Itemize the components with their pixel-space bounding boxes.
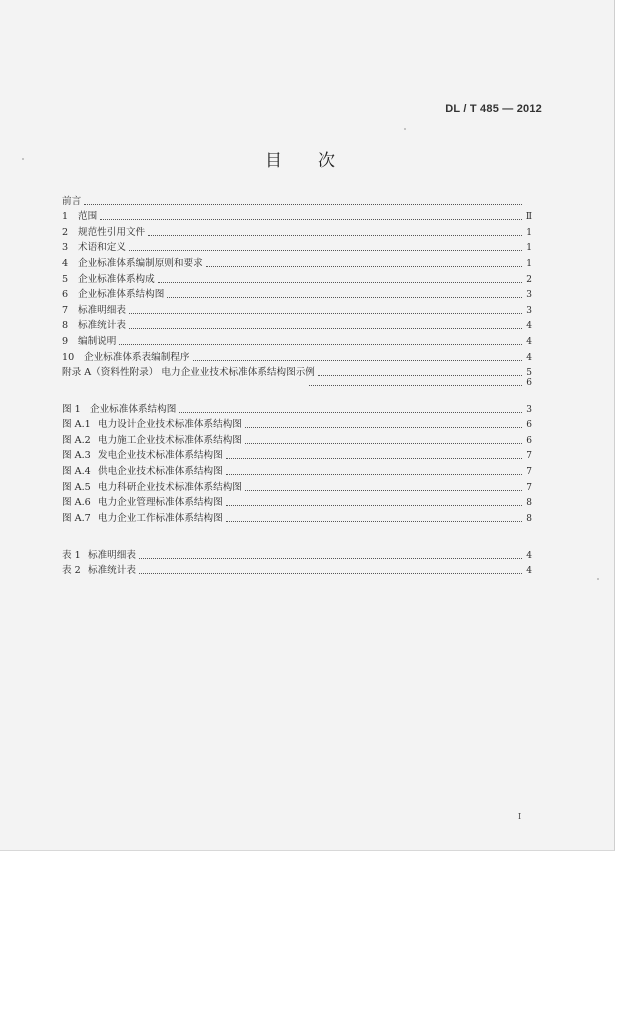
- toc-entry-number: 图 A.2: [62, 434, 91, 446]
- toc-figure-a6[interactable]: [62, 494, 532, 510]
- toc-tables-section: [62, 546, 532, 577]
- toc-page-number: 1: [526, 243, 532, 254]
- toc-entry-number: 7: [62, 304, 69, 316]
- toc-leader: [245, 442, 522, 444]
- toc-entry-number: 5: [62, 273, 69, 285]
- toc-page-number: 8: [526, 513, 532, 524]
- toc-entry-number: 2: [62, 226, 69, 238]
- toc-leader: [139, 572, 522, 574]
- toc-leader: [158, 281, 522, 283]
- toc-page-number: 1: [526, 227, 532, 238]
- toc-entry-number: 图 A.4: [62, 465, 91, 477]
- toc-page-number: 5: [526, 368, 532, 379]
- toc-entry-number: 图 A.7: [62, 512, 91, 524]
- toc-entry-label: 企业标准体系结构图: [78, 289, 165, 301]
- toc-entry-number: 附录 A: [62, 367, 92, 379]
- toc-entry-label: 电力企业管理标准体系结构图: [98, 497, 223, 509]
- toc-page-number: 4: [526, 352, 532, 363]
- toc-entry-label: 标准统计表: [78, 320, 126, 332]
- toc-entry-number: 4: [62, 257, 69, 269]
- toc-entry-label: 企业标准体系编制原则和要求: [78, 257, 203, 269]
- toc-entry-label: 术语和定义: [78, 242, 126, 254]
- toc-entry-label: 供电企业技术标准体系结构图: [98, 465, 223, 477]
- toc-leader: [179, 411, 522, 413]
- toc-page-number: 7: [526, 482, 532, 493]
- toc-entry-label: 电力科研企业技术标准体系结构图: [98, 481, 242, 493]
- toc-entry-8[interactable]: [62, 317, 532, 333]
- toc-entry-label: 电力企业工作标准体系结构图: [98, 512, 223, 524]
- toc-page-number: 3: [526, 404, 532, 415]
- scan-speck: [404, 128, 406, 130]
- toc-entry-label: 企业标准体系结构图: [90, 403, 177, 415]
- toc-figure-a5[interactable]: [62, 478, 532, 494]
- toc-entry-7[interactable]: [62, 301, 532, 317]
- toc-leader: [119, 343, 522, 345]
- toc-page-number: 4: [526, 321, 532, 332]
- toc-leader: [129, 312, 522, 314]
- toc-entry-label: 标准明细表: [78, 304, 126, 316]
- toc-leader: [309, 384, 522, 386]
- toc-leader: [100, 218, 522, 220]
- toc-entry-number: 8: [62, 320, 69, 332]
- toc-leader: [245, 489, 522, 491]
- scan-speck: [597, 578, 599, 580]
- toc-entry-number: 6: [62, 289, 69, 301]
- toc-entry-number: 图 A.6: [62, 497, 91, 509]
- toc-figure-a2[interactable]: [62, 431, 532, 447]
- toc-page-number: 8: [526, 498, 532, 509]
- toc-entry-number: 3: [62, 242, 69, 254]
- toc-figure-a4[interactable]: [62, 462, 532, 478]
- toc-entry-3[interactable]: [62, 239, 532, 255]
- toc-leader: [318, 374, 522, 376]
- toc-page-number: 7: [526, 451, 532, 462]
- toc-page-number: 1: [526, 258, 532, 269]
- toc-entry-label: 标准明细表: [88, 549, 136, 561]
- toc-entry-2[interactable]: [62, 223, 532, 239]
- toc-page-number: 2: [526, 274, 532, 285]
- toc-entry-label: （资料性附录） 电力企业业技术标准体系结构图示例: [91, 367, 315, 379]
- toc-entry-label: 范围: [78, 211, 98, 223]
- toc-leader: [167, 296, 522, 298]
- toc-entry-label: 规范性引用文件: [78, 226, 146, 238]
- toc-leader: [84, 203, 522, 205]
- toc-entry-label: 前言: [62, 195, 82, 207]
- toc-page-number: 3: [526, 290, 532, 301]
- toc-leader: [129, 249, 522, 251]
- toc-main-section: [62, 192, 532, 389]
- standard-code: DL / T 485 — 2012: [445, 103, 542, 115]
- toc-entry-4[interactable]: [62, 254, 532, 270]
- toc-entry-label: 电力设计企业技术标准体系结构图: [98, 419, 242, 431]
- toc-figure-a3[interactable]: [62, 447, 532, 463]
- toc-figure-a1[interactable]: [62, 416, 532, 432]
- toc-page-number: Ⅱ: [525, 212, 532, 223]
- toc-leader: [148, 234, 522, 236]
- toc-page-number: 6: [526, 435, 532, 446]
- toc-entry-label: 企业标准体系构成: [78, 273, 155, 285]
- toc-page-number: 4: [526, 566, 532, 577]
- toc-page-number: 3: [526, 305, 532, 316]
- toc-entry-5[interactable]: [62, 270, 532, 286]
- toc-figures-section: [62, 400, 532, 525]
- toc-entry-label: 标准统计表: [88, 565, 136, 577]
- toc-entry-label: 编制说明: [78, 335, 117, 347]
- toc-leader: [139, 557, 522, 559]
- toc-entry-number: 表 1: [62, 549, 81, 561]
- toc-page-number: 7: [526, 466, 532, 477]
- toc-entry-number: 表 2: [62, 565, 81, 577]
- toc-table-1[interactable]: [62, 546, 532, 562]
- toc-leader: [226, 457, 522, 459]
- toc-page-number: 6: [526, 420, 532, 431]
- toc-entry-1[interactable]: [62, 208, 532, 224]
- toc-leader: [226, 504, 522, 506]
- toc-entry-number: 1: [62, 211, 69, 223]
- toc-entry-foreword[interactable]: [62, 192, 532, 208]
- footer-page-number: I: [518, 812, 522, 821]
- toc-entry-annex-a[interactable]: [62, 364, 532, 380]
- toc-leader: [245, 426, 522, 428]
- toc-entry-label: 发电企业技术标准体系结构图: [98, 450, 223, 462]
- toc-leader: [129, 327, 522, 329]
- scan-speck: [22, 158, 24, 160]
- toc-table-2[interactable]: [62, 562, 532, 578]
- toc-leader: [226, 520, 522, 522]
- page-title: 目次: [265, 151, 371, 171]
- toc-page-number: 4: [526, 336, 532, 347]
- toc-leader: [193, 359, 522, 361]
- toc-entry-annex-a-continued: [62, 379, 532, 389]
- toc-leader: [206, 265, 522, 267]
- toc-page-number: 6: [526, 378, 532, 389]
- toc-leader: [226, 473, 522, 475]
- toc-entry-10[interactable]: [62, 348, 532, 364]
- toc-entry-number: 图 A.5: [62, 481, 91, 493]
- toc-entry-number: 图 A.1: [62, 419, 91, 431]
- toc-entry-number: 图 A.3: [62, 450, 91, 462]
- toc-entry-number: 图 1: [62, 403, 81, 415]
- toc-entry-number: 10: [62, 351, 75, 363]
- toc-entry-6[interactable]: [62, 286, 532, 302]
- toc-page-number: 4: [526, 550, 532, 561]
- toc-figure-1[interactable]: [62, 400, 532, 416]
- toc-entry-label: 电力施工企业技术标准体系结构图: [98, 434, 242, 446]
- toc-entry-number: 9: [62, 335, 69, 347]
- toc-entry-label: 企业标准体系表编制程序: [84, 351, 190, 363]
- toc-entry-9[interactable]: [62, 332, 532, 348]
- toc-figure-a7[interactable]: [62, 509, 532, 525]
